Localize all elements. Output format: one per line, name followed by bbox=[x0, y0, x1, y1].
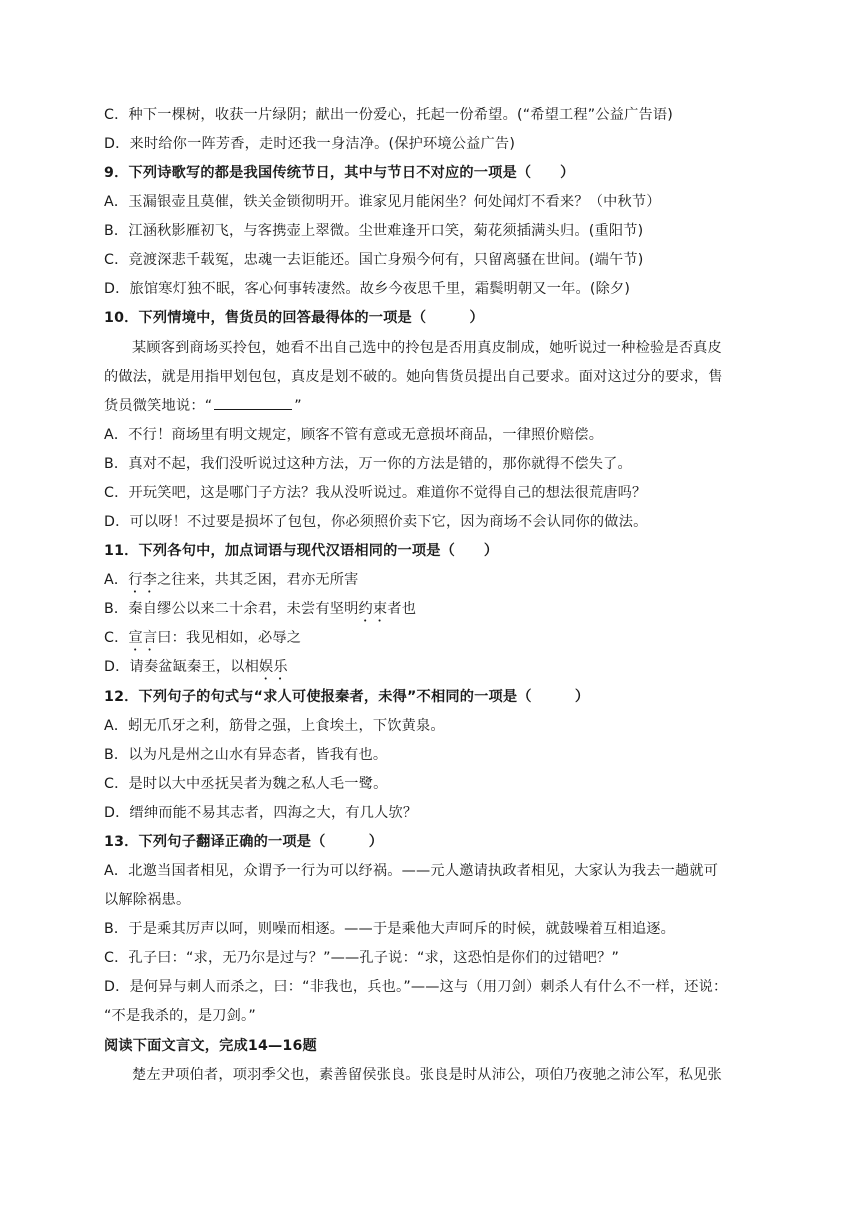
question-12: 12．下列句子的句式与“求人可使报秦者，未得”不相同的一项是（ ） bbox=[104, 689, 590, 705]
q13-option-d-line-2: “不是我杀的，是刀剑。” bbox=[104, 1008, 256, 1024]
q12-option-d: D．缙绅而能不易其志者，四海之大，有几人欤？ bbox=[104, 805, 418, 821]
q11-option-d bbox=[104, 656, 288, 683]
q13-option-d-line-1: D．是何异与刺人而杀之，曰：“非我也，兵也。”——这与（用刀剑）刺杀人有什么不一样，还说： bbox=[104, 979, 728, 995]
q11-option-a bbox=[104, 569, 359, 596]
classical-passage-line-1: 楚左尹项伯者，项羽季父也，素善留侯张良。张良是时从沛公，项伯乃夜驰之沛公军，私见张 bbox=[132, 1067, 722, 1083]
question-9: 9．下列诗歌写的都是我国传统节日，其中与节日不对应的一项是（ ） bbox=[104, 165, 575, 181]
q11-c-rest: 曰：我见相如，必辱之 bbox=[157, 630, 302, 646]
q10-passage-line-2: 的做法，就是用指甲划包包，真皮是划不破的。她向售货员提出自己要求。面对这过分的要求，售 bbox=[104, 369, 723, 385]
q9-option-b: B．江涵秋影雁初飞，与客携壶上翠微。尘世难逢开口笑，菊花须插满头归。(重阳节) bbox=[104, 223, 644, 239]
q10-option-b: B．真对不起，我们没听说过这种方法，万一你的方法是错的，那你就得不偿失了。 bbox=[104, 456, 632, 472]
q10-option-a: A．不行！商场里有明文规定，顾客不管有意或无意损坏商品，一律照价赔偿。 bbox=[104, 427, 604, 443]
q10-close-quote: ” bbox=[294, 398, 302, 414]
option-d-slogan: D．来时给你一阵芳香，走时还我一身洁净。(保护环境公益广告) bbox=[104, 136, 516, 152]
q11-a-dotted-word: 行李 bbox=[128, 572, 158, 588]
q11-a-rest: 之往来，共其乏困，君亦无所害 bbox=[157, 572, 359, 588]
q11-b-rest: 者也 bbox=[387, 601, 417, 617]
q9-option-a: A．玉漏银壶且莫催，铁关金锁彻明开。谁家见月能闲坐？何处闻灯不看来？（中秋节） bbox=[104, 194, 661, 210]
reading-section-heading: 阅读下面文言文，完成14—16题 bbox=[104, 1038, 317, 1054]
q11-d-prefix: D．请奏盆缻秦王，以相 bbox=[104, 659, 260, 675]
q11-b-prefix: B．秦自缪公以来二十余君，未尝有坚明 bbox=[104, 601, 359, 617]
q9-option-d: D．旅馆寒灯独不眠，客心何事转凄然。故乡今夜思千里，霜鬓明朝又一年。(除夕) bbox=[104, 281, 631, 297]
q11-option-b bbox=[104, 598, 416, 625]
q11-d-dotted-word: 娱乐 bbox=[259, 659, 288, 675]
q10-passage-line-3 bbox=[104, 395, 302, 415]
option-c-slogan: C．种下一棵树，收获一片绿阴；献出一份爱心，托起一份希望。(“希望工程”公益广告语) bbox=[104, 107, 674, 123]
q10-option-d: D．可以呀！不过要是损坏了包包，你必须照价卖下它，因为商场不会认同你的做法。 bbox=[104, 514, 648, 530]
q12-option-c: C．是时以大中丞抚吴者为魏之私人毛一鹭。 bbox=[104, 776, 388, 792]
q10-option-c: C．开玩笑吧，这是哪门子方法？我从没听说过。难道你不觉得自己的想法很荒唐吗？ bbox=[104, 485, 647, 501]
question-10: 10．下列情境中，售货员的回答最得体的一项是（ ） bbox=[104, 310, 484, 326]
q11-c-prefix: C． bbox=[104, 630, 129, 646]
q10-lead: 货员微笑地说：“ bbox=[104, 398, 213, 414]
q9-option-c: C．竞渡深悲千载冤，忠魂一去讵能还。国亡身殒今何有，只留离骚在世间。(端午节) bbox=[104, 252, 644, 268]
q13-option-a-line-2: 以解除祸患。 bbox=[104, 892, 191, 908]
q13-option-a-line-1: A．北邀当国者相见，众谓予一行为可以纾祸。——元人邀请执政者相见，大家认为我去一趟就可 bbox=[104, 863, 719, 879]
q11-option-c bbox=[104, 627, 301, 654]
question-13: 13．下列句子翻译正确的一项是（ ） bbox=[104, 834, 384, 850]
q12-option-a: A．蚓无爪牙之利，筋骨之强，上食埃土，下饮黄泉。 bbox=[104, 718, 445, 734]
q12-option-b: B．以为凡是州之山水有异态者，皆我有也。 bbox=[104, 747, 388, 763]
q11-a-prefix: A． bbox=[104, 572, 129, 588]
q11-b-dotted-word: 约束 bbox=[358, 601, 388, 617]
q10-passage-line-1: 某顾客到商场买拎包，她看不出自己选中的拎包是否用真皮制成，她听说过一种检验是否真皮 bbox=[132, 340, 722, 356]
question-11: 11．下列各句中，加点词语与现代汉语相同的一项是（ ） bbox=[104, 543, 499, 559]
answer-blank bbox=[214, 397, 292, 410]
q11-c-dotted-word: 宣言 bbox=[128, 630, 158, 646]
q13-option-b: B．于是乘其厉声以呵，则噪而相逐。——于是乘他大声呵斥的时候，就鼓噪着互相追逐。 bbox=[104, 921, 676, 937]
q13-option-c: C．孔子曰：“求，无乃尔是过与？”——孔子说：“求，这恐怕是你们的过错吧？” bbox=[104, 950, 620, 966]
